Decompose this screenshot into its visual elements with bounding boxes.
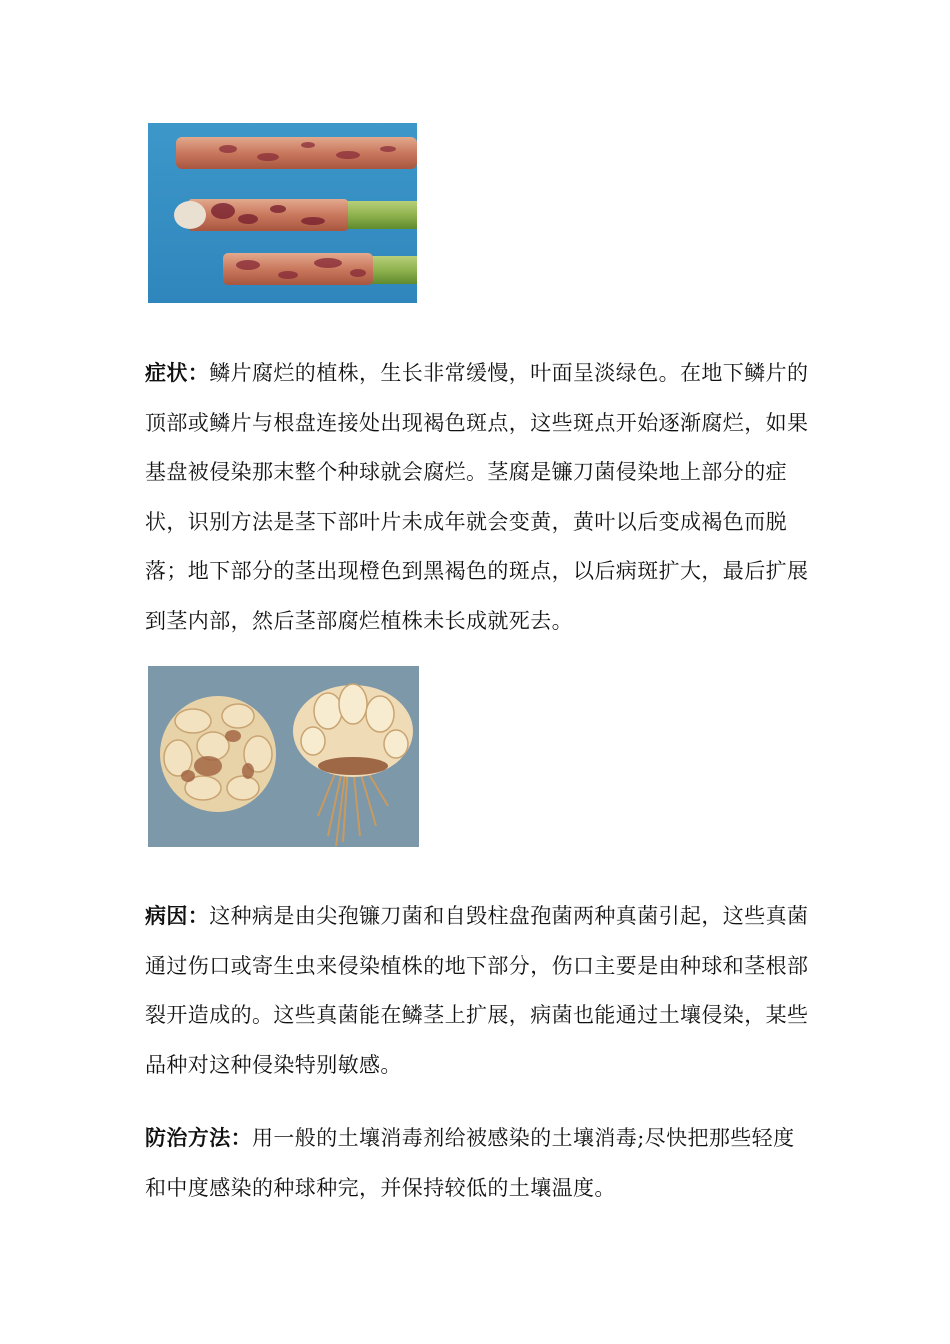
cause-text: 这种病是由尖孢镰刀菌和自毁柱盘孢菌两种真菌引起，这些真菌通过伤口或寄生虫来侵染植株的地下部分，伤口主要是由种球和茎根部裂开造成的。这些真菌能在鳞茎上扩展，病菌也能通过土壤侵染，某些品种对这种侵染特别敏感。 — [145, 904, 809, 1077]
bulb-rot-photo — [148, 666, 419, 847]
control-paragraph — [145, 1113, 810, 1213]
symptoms-text: 鳞片腐烂的植株，生长非常缓慢，叶面呈淡绿色。在地下鳞片的顶部或鳞片与根盘连接处出现褐色斑点，这些斑点开始逐渐腐烂，如果基盘被侵染那末整个种球就会腐烂。茎腐是镰刀菌侵染地上部分的症状，识别方法是茎下部叶片未成年就会变黄，黄叶以后变成褐色而脱落；地下部分的茎出现橙色到黑褐色的斑点，以后病斑扩大，最后扩展到茎内部，然后茎部腐烂植株未长成就死去。 — [145, 361, 809, 633]
symptoms-paragraph — [145, 348, 810, 646]
bulb-rot-illustration — [148, 666, 419, 847]
control-text: 用一般的土壤消毒剂给被感染的土壤消毒;尽快把那些轻度和中度感染的种球种完，并保持较低的土壤温度。 — [145, 1126, 795, 1200]
cause-label: 病因： — [145, 903, 210, 928]
control-label: 防治方法： — [145, 1125, 252, 1150]
stem-rot-photo — [148, 123, 417, 303]
symptoms-label: 症状： — [145, 360, 210, 385]
cause-paragraph — [145, 891, 810, 1090]
stem-rot-illustration — [148, 123, 417, 303]
